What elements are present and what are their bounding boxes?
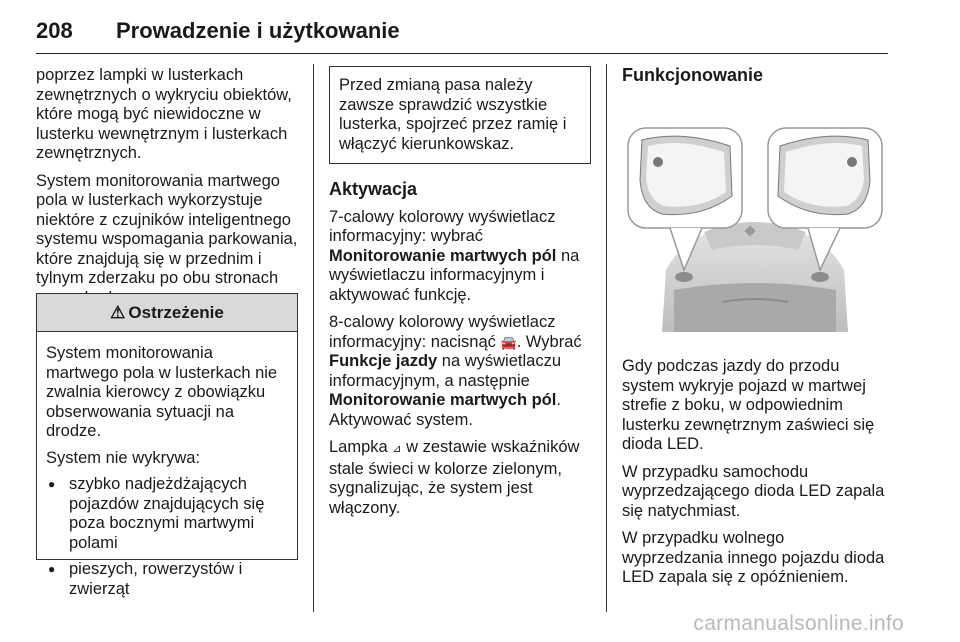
menu-item-driving-functions: Funkcje jazdy xyxy=(329,352,438,370)
activation-paragraph-2 xyxy=(329,313,591,430)
text-span: 7-calowy kolorowy wyświetlacz informacyjny: wybrać xyxy=(329,207,556,245)
col1-paragraph-1: poprzez lampki w lusterkach zewnętrznych o wykryciu obiektów, które mogą być niewidoczne w lusterku wewnętrznym i lusterkach zewnętrznych. xyxy=(36,66,292,162)
column-3 xyxy=(622,66,888,596)
blind-spot-indicator-icon: ⊿ xyxy=(392,443,402,455)
warning-list xyxy=(46,475,288,599)
function-heading: Funkcjonowanie xyxy=(622,65,764,85)
text-span: 8-calowy kolorowy wyświetlacz informacyjny: nacisnąć xyxy=(329,313,556,351)
activation-heading: Aktywacja xyxy=(329,179,418,199)
text-span: Aktywować system. xyxy=(329,410,473,429)
warning-body xyxy=(37,332,297,599)
menu-item-blind-spot: Monitorowanie martwych pól xyxy=(329,391,557,409)
text-span: . Wybrać xyxy=(516,332,582,351)
text-span: . xyxy=(556,391,561,409)
warning-box xyxy=(36,293,298,598)
warning-header xyxy=(37,293,297,332)
note-box: Przed zmianą pasa należy zawsze sprawdzić wszystkie lusterka, spojrzeć przez ramię i włączyć kierunkowskaz. xyxy=(329,66,591,164)
column-1 xyxy=(36,66,298,316)
warning-list-item: ● szybko nadjeżdżających pojazdów znajdujących się poza bocznymi martwymi polami xyxy=(46,475,288,553)
page-title: Prowadzenie i użytkowanie xyxy=(116,18,400,43)
text-span: Lampka xyxy=(329,438,393,456)
warning-list-item: ● pieszych, rowerzystów i zwierząt xyxy=(46,560,288,599)
function-paragraph-3: W przypadku wolnego wyprzedzania innego pojazdu dioda LED zapala się z opóźnieniem. xyxy=(622,529,885,586)
activation-paragraph-3 xyxy=(329,438,591,518)
col1-paragraph-2: System monitorowania martwego pola w lusterkach wykorzystuje niektóre z czujników inteligentnego systemu wspomagania parkowania, które znajdują się w przednim i tylnym zderzaku po obu stronach xyxy=(36,171,298,287)
menu-item-blind-spot: Monitorowanie martwych pól xyxy=(329,246,557,265)
warning-paragraph-1: System monitorowania martwego pola w lusterkach nie zwalnia kierowcy z obowiązku obserwowania sytuacji na drodze. xyxy=(46,344,278,440)
column-2 xyxy=(329,66,591,526)
text-span: na wyświetlaczu informacyjnym, a następnie xyxy=(329,352,562,390)
vehicle-settings-icon: 🚘 xyxy=(500,334,517,350)
mirror-illustration xyxy=(622,100,888,342)
text-span: w zestawie wskaźników stale świeci w kolorze zielonym, sygnalizując, że system jest włączony. xyxy=(329,438,580,517)
page-header xyxy=(36,14,888,54)
page-number: 208 xyxy=(36,18,73,43)
warning-icon: ⚠ xyxy=(110,302,126,322)
warning-paragraph-2: System nie wykrywa: xyxy=(46,448,201,467)
function-paragraph-2: W przypadku samochodu wyprzedzającego dioda LED zapala się natychmiast. xyxy=(622,462,885,520)
watermark: carmanualsonline.info xyxy=(693,612,904,635)
function-paragraph-1: Gdy podczas jazdy do przodu system wykryje pojazd w martwej strefie z boku, w odpowiednim lusterku zewnętrznym zaświeci się dioda LED. xyxy=(622,357,875,453)
text-span: na wyświetlaczu informacyjnym i aktywować funkcję. xyxy=(329,246,580,304)
column-divider-2 xyxy=(606,64,607,612)
column-divider-1 xyxy=(313,64,314,612)
warning-title: Ostrzeżenie xyxy=(128,302,224,322)
activation-paragraph-1 xyxy=(329,208,591,306)
